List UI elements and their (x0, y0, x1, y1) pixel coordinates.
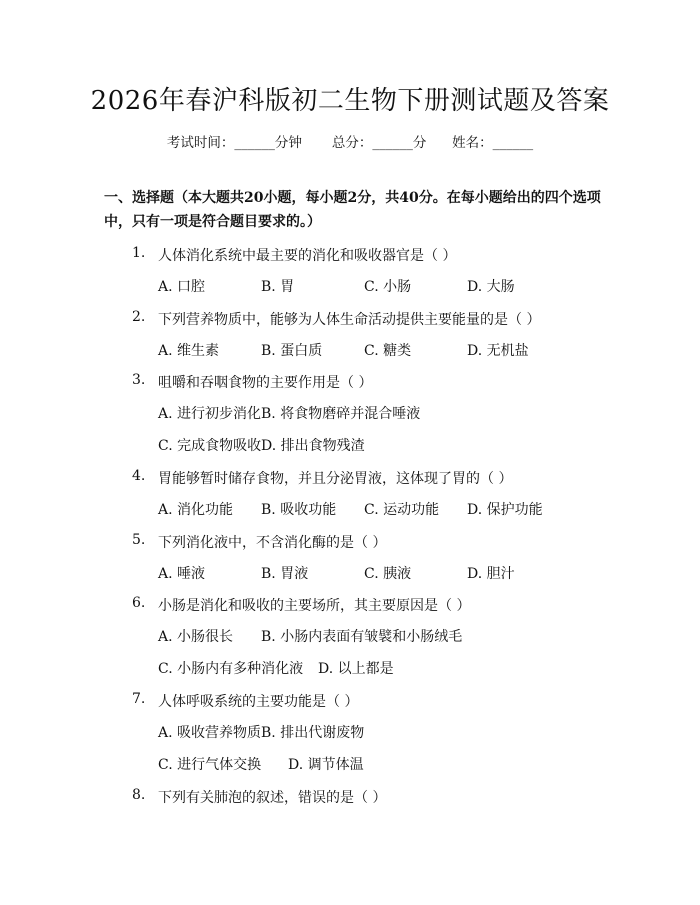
option-a: A. 唾液 (158, 566, 206, 582)
options-7-row2 (158, 754, 578, 774)
options-6-row2 (158, 658, 578, 678)
page-title: 2026年春沪科版初二生物下册测试题及答案 (90, 86, 610, 116)
name-label: 姓名： (452, 135, 493, 151)
option-b: B. 小肠内表面有皱襞和小肠绒毛 (261, 629, 463, 645)
option-d: D. 调节体温 (288, 757, 364, 773)
question-stem: 下列有关肺泡的叙述，错误的是（ ） (158, 790, 387, 806)
option-c: C. 运动功能 (364, 502, 440, 518)
meta-gap (426, 135, 452, 151)
option-b: B. 排出代谢废物 (261, 725, 365, 741)
option-b: B. 吸收功能 (261, 502, 337, 518)
score-unit: 分 (412, 135, 427, 151)
option-a: A. 小肠很长 (158, 629, 234, 645)
option-c: C. 进行气体交换 (158, 757, 262, 773)
question-number: 3. (132, 372, 146, 388)
option-a: A. 吸收营养物质 (158, 725, 262, 741)
option-b: B. 胃 (261, 279, 295, 295)
options-7-row1 (158, 722, 578, 742)
name-blank: ______ (492, 135, 534, 151)
time-blank: ______ (234, 135, 275, 151)
options-4 (158, 499, 578, 519)
question-stem: 人体消化系统中最主要的消化和吸收器官是（ ） (158, 248, 457, 264)
question-number: 6. (132, 595, 146, 611)
option-b: B. 胃液 (261, 566, 309, 582)
options-1 (158, 276, 578, 296)
question-number: 4. (132, 468, 146, 484)
options-2 (158, 340, 578, 360)
option-d: D. 胆汁 (467, 566, 515, 582)
option-b: B. 将食物磨碎并混合唾液 (261, 406, 421, 422)
option-d: D. 保护功能 (467, 502, 543, 518)
section-header: 一、选择题（本大题共20小题，每小题2分，共40分。在每小题给出的四个选项中，只有一项是符合题目要求的。） (104, 190, 601, 230)
options-3-row1 (158, 403, 578, 423)
question-number: 1. (132, 245, 146, 261)
option-c: C. 小肠内有多种消化液 (158, 661, 304, 677)
question-stem: 咀嚼和吞咽食物的主要作用是（ ） (158, 375, 373, 391)
question-stem: 下列营养物质中，能够为人体生命活动提供主要能量的是（ ） (158, 312, 541, 328)
score-label: 总分： (331, 135, 373, 151)
option-d: D. 排出食物残渣 (261, 438, 365, 454)
meta-gap (302, 135, 332, 151)
option-a: A. 进行初步消化 (158, 406, 262, 422)
option-d: D. 无机盐 (467, 343, 529, 359)
question-stem: 下列消化液中，不含消化酶的是（ ） (158, 535, 387, 551)
question-stem: 小肠是消化和吸收的主要场所，其主要原因是（ ） (158, 598, 471, 614)
question-number: 5. (132, 532, 146, 548)
options-3-row2 (158, 435, 578, 455)
option-d: D. 大肠 (467, 279, 515, 295)
exam-meta-line (0, 131, 700, 151)
question-number: 2. (132, 309, 146, 325)
option-c: C. 完成食物吸收 (158, 438, 262, 454)
question-number: 8. (132, 787, 146, 803)
question-stem: 胃能够暂时储存食物，并且分泌胃液，这体现了胃的（ ） (158, 471, 513, 487)
option-b: B. 蛋白质 (261, 343, 323, 359)
option-a: A. 口腔 (158, 279, 206, 295)
option-a: A. 消化功能 (158, 502, 234, 518)
question-stem: 人体呼吸系统的主要功能是（ ） (158, 694, 359, 710)
options-6-row1 (158, 626, 578, 646)
time-label: 考试时间： (166, 135, 235, 151)
option-a: A. 维生素 (158, 343, 220, 359)
score-blank: ______ (372, 135, 413, 151)
option-c: C. 糖类 (364, 343, 412, 359)
option-c: C. 胰液 (364, 566, 412, 582)
option-d: D. 以上都是 (318, 661, 394, 677)
options-5 (158, 563, 578, 583)
question-number: 7. (132, 691, 146, 707)
option-c: C. 小肠 (364, 279, 412, 295)
time-unit: 分钟 (274, 135, 302, 151)
